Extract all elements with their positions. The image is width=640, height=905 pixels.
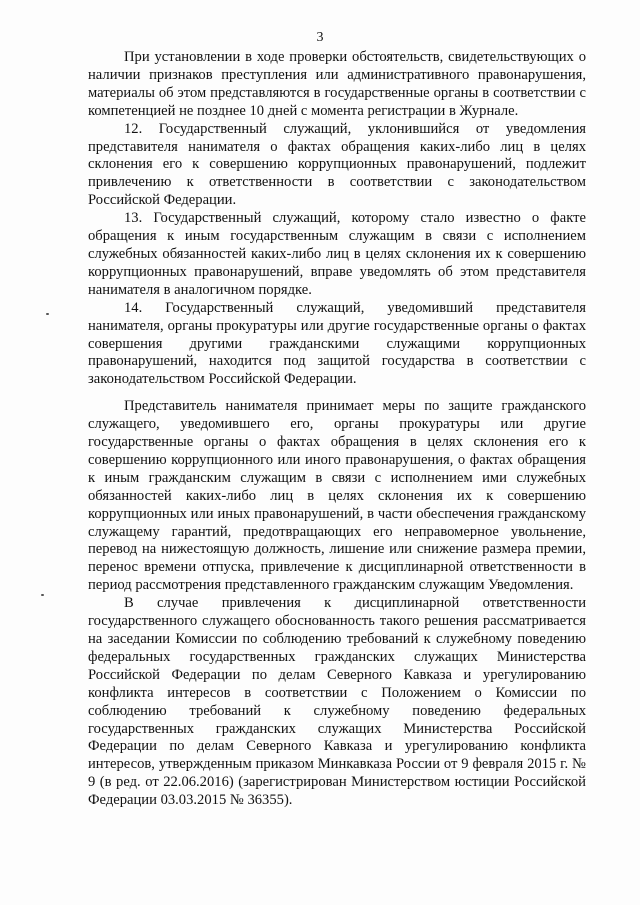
document-body	[88, 49, 586, 810]
scan-speck	[41, 594, 44, 596]
paragraph-14-state-protection: 14. Государственный служащий, уведомивший представителя нанимателя, органы прокуратуры или другие государственные органы о фактах совершения другими гражданскими служащими коррупционных правонарушений, находится под защитой государства в соответствии с законодательством Российской Федерации.	[88, 299, 586, 388]
paragraph-12-liability: 12. Государственный служащий, уклонившийся от уведомления представителя нанимателя о фактах обращения каких-либо лиц в целях склонения его к совершению коррупционных правонарушений, подлежит привлечению к ответственности в соответствии с законодательством Российской Федерации.	[88, 120, 586, 209]
paragraph-13-notify-others: 13. Государственный служащий, которому стало известно о факте обращения к иным государственным служащим в связи с исполнением служебных обязанностей каких-либо лиц в целях склонения их к совершению коррупционных правонарушений, вправе уведомлять об этом представителя нанимателя в аналогичном порядке.	[88, 210, 586, 298]
paragraph-registration-materials: При установлении в ходе проверки обстоятельств, свидетельствующих о наличии признаков преступления или административного правонарушения, материалы об этом представляются в государственные органы в соответствии с компетенцией не позднее 10 дней с момента регистрации в Журнале.	[88, 49, 586, 119]
paragraph-protection-measures: Представитель нанимателя принимает меры по защите гражданского служащего, уведомившего его, органы прокуратуры или другие государственные органы о фактах обращения в целях склонения его к совершению коррупционного или иного правонарушения, о фактах обращения к иным гражданским служащим в связи с исполнением ими служебных обязанностей каких-либо лиц в целях склонения их к совершению коррупционных или иных правонарушений, в части обеспечения гражданскому служащему гарантий, предотвращающих его неправомерное увольнение, перевод на нижестоящую должность, лишение или снижение размера премии, перенос времени отпуска, привлечение к дисциплинарной ответственности в период рассмотрения представленного гражданским служащим Уведомления.	[88, 398, 586, 594]
paragraph-disciplinary-review: В случае привлечения к дисциплинарной ответственности государственного служащего обоснованность такого решения рассматривается на заседании Комиссии по соблюдению требований к служебному поведению федеральных государственных гражданских служащих Министерства Российской Федерации по делам Северного Кавказа и урегулированию конфликта интересов в соответствии с Положением о Комиссии по соблюдению требований к служебному поведению федеральных государственных гражданских служащих Министерства Российской Федерации по делам Северного Кавказа и урегулированию конфликта интересов, утвержденным приказом Минкавказа России от 9 февраля 2015 г. № 9 (в ред. от 22.06.2016) (зарегистрирован Министерством юстиции Российской Федерации 03.03.2015 № 36355).	[88, 595, 586, 809]
page-number: 3	[316, 30, 324, 45]
scan-speck	[46, 313, 49, 315]
